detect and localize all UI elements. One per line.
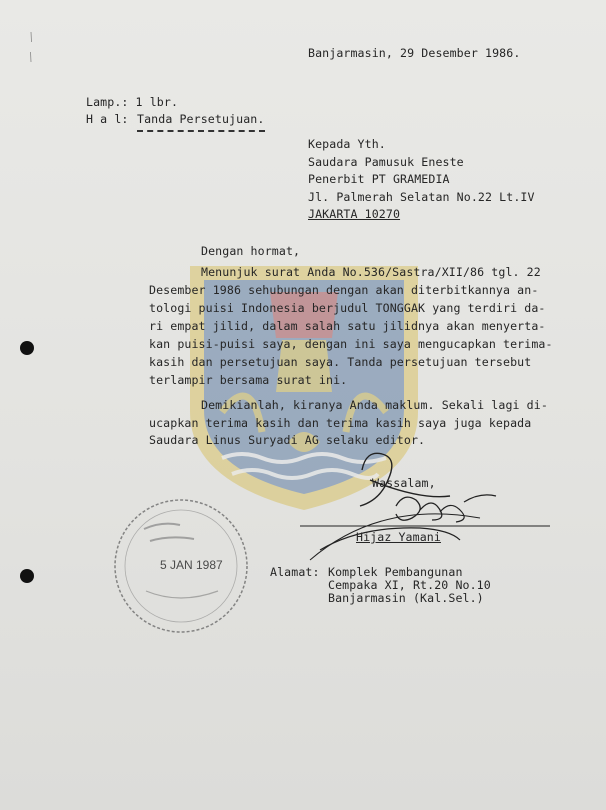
- handwritten-signature: [300, 440, 560, 565]
- subject-label: H a l:: [86, 112, 129, 126]
- recipient-line: Kepada Yth.: [308, 137, 386, 151]
- punch-hole-bottom: [20, 569, 34, 583]
- body-line: kasih dan persetujuan saya. Tanda persetujuan tersebut: [149, 355, 532, 369]
- body-line: tologi puisi Indonesia berjudul TONGGAK yang terdiri da-: [149, 301, 546, 315]
- recipient-city: JAKARTA 10270: [308, 207, 401, 221]
- address-line: Komplek Pembangunan: [328, 565, 463, 579]
- body-line: terlampir bersama surat ini.: [149, 373, 348, 387]
- subject-underline: [137, 130, 265, 132]
- recipient-line: Saudara Pamusuk Eneste: [308, 155, 464, 169]
- subject-value: Tanda Persetujuan.: [137, 112, 265, 126]
- signer-name: Hijaz Yamani: [356, 530, 441, 544]
- received-date-stamp: [110, 495, 252, 637]
- address-line: Banjarmasin (Kal.Sel.): [328, 591, 484, 605]
- body-line: Menunjuk surat Anda No.536/Sastra/XII/86 tgl. 22: [201, 265, 541, 279]
- address-label: Alamat:: [270, 565, 320, 579]
- recipient-line: Jl. Palmerah Selatan No.22 Lt.IV: [308, 190, 535, 204]
- body-line: Desember 1986 sehubungan dengan akan diterbitkannya an-: [149, 283, 539, 297]
- stamp-date: 5 JAN 1987: [160, 558, 223, 572]
- attachment-line: Lamp.: 1 lbr.: [86, 95, 179, 109]
- salutation: Dengan hormat,: [201, 244, 301, 258]
- place-date: Banjarmasin, 29 Desember 1986.: [308, 46, 521, 60]
- body-line: ri empat jilid, dalam salah satu jilidnya akan menyerta-: [149, 319, 546, 333]
- closing: Wassalam,: [372, 476, 436, 490]
- punch-hole-top: [20, 341, 34, 355]
- body-line: ucapkan terima kasih dan terima kasih saya juga kepada: [149, 416, 532, 430]
- pencil-mark: [28, 30, 34, 64]
- recipient-line: Penerbit PT GRAMEDIA: [308, 172, 450, 186]
- body-line: kan puisi-puisi saya, dengan ini saya mengucapkan terima-: [149, 337, 553, 351]
- body-line: Saudara Linus Suryadi AG selaku editor.: [149, 433, 426, 447]
- body-line: Demikianlah, kiranya Anda maklum. Sekali lagi di-: [201, 398, 548, 412]
- address-line: Cempaka XI, Rt.20 No.10: [328, 578, 491, 592]
